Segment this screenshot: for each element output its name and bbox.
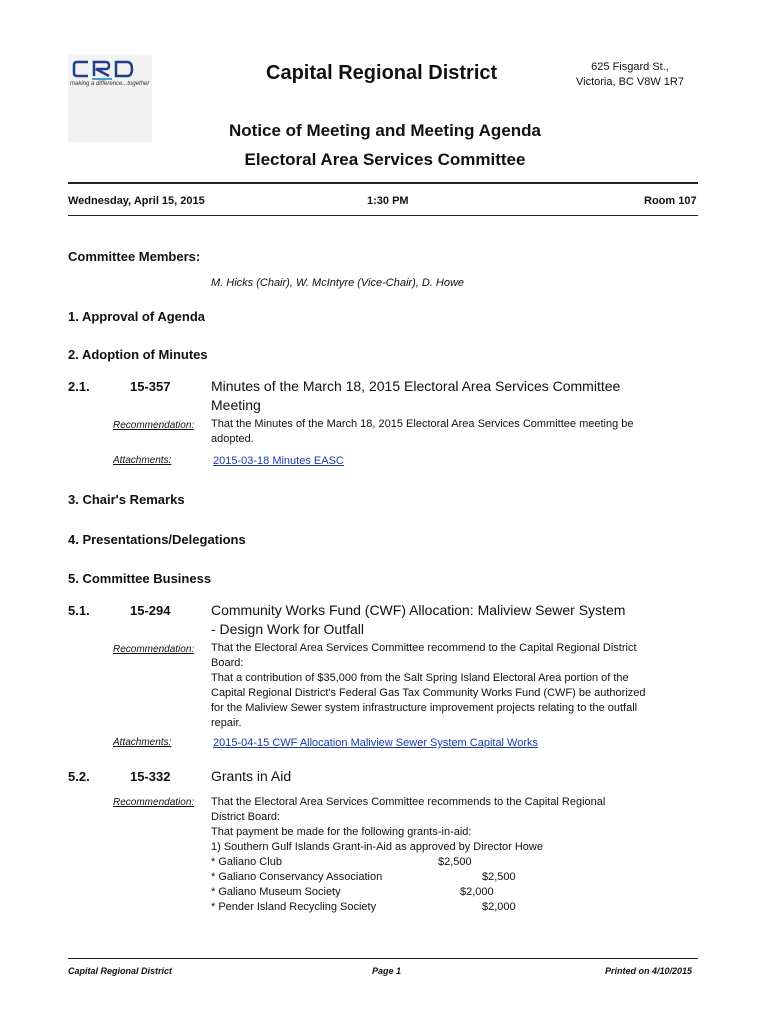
item-number: 2.1. xyxy=(68,379,90,394)
section-adoption-of-minutes: 2. Adoption of Minutes xyxy=(68,347,208,362)
address xyxy=(560,60,700,90)
recommendation-text xyxy=(211,641,651,731)
address-line-2: Victoria, BC V8W 1R7 xyxy=(575,76,684,88)
grant-amount: $2,000 xyxy=(460,886,494,898)
section-committee-business: 5. Committee Business xyxy=(68,571,212,586)
logo-tagline: making a difference...together xyxy=(70,81,150,87)
meeting-time: 1:30 PM xyxy=(367,195,409,207)
crd-logo-icon xyxy=(72,59,148,81)
item-title: Minutes of the March 18, 2015 Electoral Area Services Committee Meeting xyxy=(211,378,621,413)
attachment-link[interactable]: 2015-04-15 CWF Allocation Maliview Sewer System Capital Works xyxy=(213,737,539,749)
section-chairs-remarks: 3. Chair's Remarks xyxy=(68,492,185,507)
printed-date: Printed on 4/10/2015 xyxy=(605,966,693,976)
attachment-link[interactable]: 2015-03-18 Minutes EASC xyxy=(213,455,344,467)
meta-divider xyxy=(68,215,698,216)
recommendation-label: Recommendation: xyxy=(113,420,195,431)
footer-org: Capital Regional District xyxy=(68,966,173,976)
grant-row xyxy=(211,855,631,870)
footer-divider xyxy=(68,958,698,959)
attachments-label: Attachments: xyxy=(113,737,172,748)
meeting-room: Room 107 xyxy=(644,195,697,207)
section-approval-of-agenda: 1. Approval of Agenda xyxy=(68,309,205,324)
members-list: M. Hicks (Chair), W. McIntyre (Vice-Chair), D. Howe xyxy=(211,277,465,289)
recommendation-text: That the Minutes of the March 18, 2015 Electoral Area Services Committee meeting be adopted. xyxy=(211,418,634,445)
org-title: Capital Regional District xyxy=(266,62,498,84)
page-number: Page 1 xyxy=(372,966,402,976)
item-number: 5.2. xyxy=(68,769,90,784)
file-number[interactable]: 15-357 xyxy=(130,379,171,394)
recommendation-line: That payment be made for the following grants-in-aid: xyxy=(211,826,472,838)
item-title: Community Works Fund (CWF) Allocation: Maliview Sewer System - Design Work for Outfall xyxy=(211,602,626,637)
recommendation-line: That the Electoral Area Services Committee recommends to the Capital Regional District Board: xyxy=(211,796,606,823)
grant-name: * Pender Island Recycling Society xyxy=(211,901,377,913)
grant-amount: $2,000 xyxy=(482,901,516,913)
header-divider xyxy=(68,182,698,184)
file-number[interactable]: 15-294 xyxy=(130,603,171,618)
grant-name: * Galiano Club xyxy=(211,856,282,868)
grant-name: * Galiano Conservancy Association xyxy=(211,871,383,883)
recommendation-line: That a contribution of $35,000 from the Salt Spring Island Electoral Area portion of the Capital Regional District's Federal Gas Tax Community Works Fund (CWF) be authorized for the Maliview Sewer system infrastructure improvement projects relating to the outfall repair. xyxy=(211,672,646,729)
grant-name: * Galiano Museum Society xyxy=(211,886,341,898)
committee-title: Electoral Area Services Committee xyxy=(244,150,526,169)
grant-amount: $2,500 xyxy=(438,856,472,868)
recommendation-line: 1) Southern Gulf Islands Grant-in-Aid as approved by Director Howe xyxy=(211,841,543,853)
recommendation-line: That the Electoral Area Services Committee recommend to the Capital Regional District Board: xyxy=(211,642,637,669)
grant-amount: $2,500 xyxy=(482,871,516,883)
section-presentations: 4. Presentations/Delegations xyxy=(68,532,246,547)
grant-row xyxy=(211,900,631,915)
grant-row xyxy=(211,870,631,885)
file-number[interactable]: 15-332 xyxy=(130,769,171,784)
recommendation-label: Recommendation: xyxy=(113,644,195,655)
item-number: 5.1. xyxy=(68,603,90,618)
grant-row xyxy=(211,885,631,900)
page-title: Notice of Meeting and Meeting Agenda xyxy=(229,121,541,140)
recommendation-label: Recommendation: xyxy=(113,797,195,808)
meeting-date: Wednesday, April 15, 2015 xyxy=(68,195,205,207)
members-heading: Committee Members: xyxy=(68,249,201,264)
address-line-1: 625 Fisgard St., xyxy=(591,61,669,73)
item-title: Grants in Aid xyxy=(211,768,292,784)
recommendation-text xyxy=(211,795,631,915)
attachments-label: Attachments: xyxy=(113,455,172,466)
